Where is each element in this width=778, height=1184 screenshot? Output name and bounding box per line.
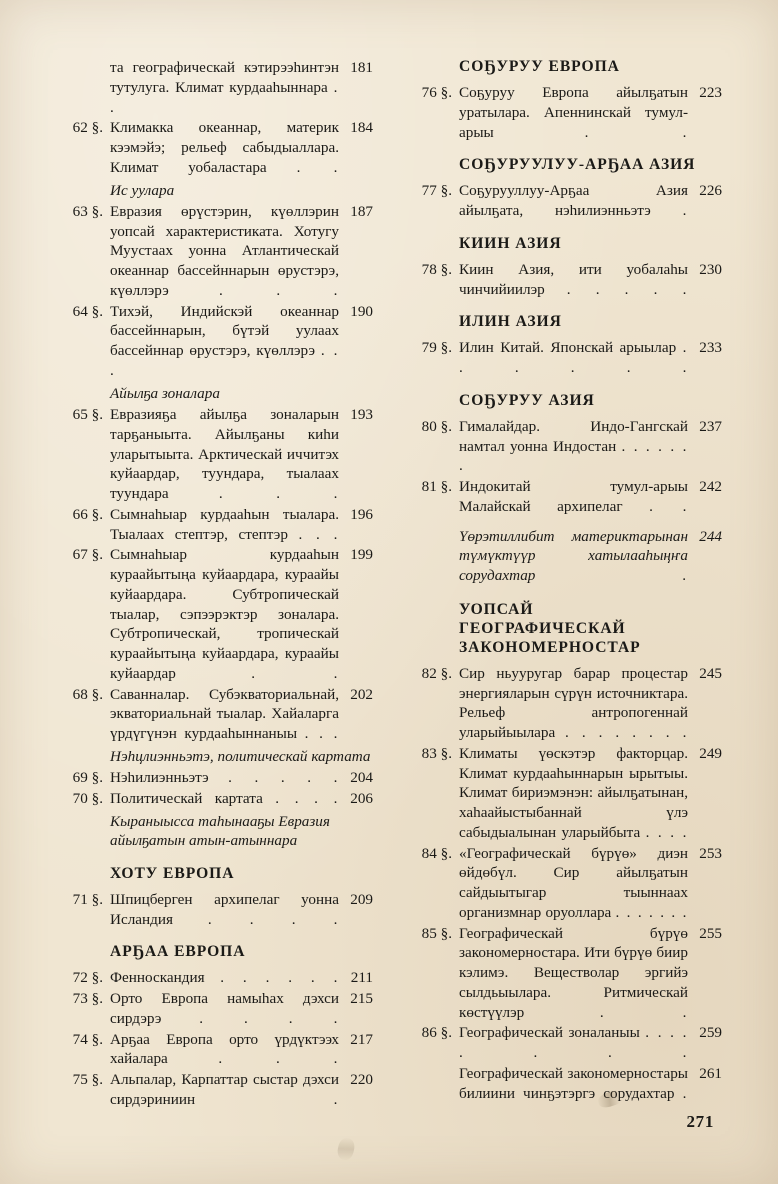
toc-entry-title [110, 789, 339, 809]
toc-entry-page: 237 [699, 417, 722, 435]
toc-entry-title [459, 844, 688, 923]
toc-entry[interactable] [62, 202, 373, 301]
toc-entry-title [459, 417, 688, 476]
toc-entry[interactable] [62, 545, 373, 683]
toc-entry-title-text: Географическай зоналаныы [459, 1024, 640, 1042]
toc-entry[interactable] [411, 924, 722, 1023]
toc-entry-number: 77 §. [421, 182, 452, 200]
toc-entry-page: 204 [350, 769, 373, 787]
toc-entry-title-text: Соҕуруу Европа айылҕатын уратылара. Апеннинскай тумул-арыы [459, 84, 688, 141]
toc-entry-title-text: Альпалар, Карпаттар сыстар дэхси сирдэриниин [110, 1071, 339, 1108]
toc-entry-number: 66 §. [72, 505, 103, 523]
toc-entry[interactable] [62, 989, 373, 1029]
toc-entry-title [110, 1030, 339, 1070]
toc-entry-title [110, 968, 339, 988]
toc-entry-number: 72 §. [72, 969, 103, 987]
toc-entry[interactable] [411, 744, 722, 843]
toc-entry-leader-dots: . . [649, 497, 688, 515]
toc-entry-leader-dots: . . [110, 78, 339, 116]
toc-entry-title [110, 1070, 339, 1110]
toc-entry-page: 211 [350, 969, 373, 987]
toc-entry-page: 193 [350, 406, 373, 424]
toc-entry-title-text: Нэhилиэнньэтэ [110, 769, 209, 787]
toc-entry[interactable] [411, 181, 722, 221]
toc-entry-number: 68 §. [72, 685, 103, 703]
toc-entry-leader-dots: . [682, 567, 688, 584]
toc-entry-leader-dots: . . . . [645, 823, 688, 841]
toc-entry[interactable] [62, 685, 373, 744]
toc-section-heading-line: ГЕОГРАФИЧЕСКАЙ [459, 619, 626, 637]
toc-entry-title [110, 505, 339, 545]
toc-entry-page: 206 [350, 790, 373, 808]
toc-entry-number: 69 §. [72, 769, 103, 787]
toc-subsection-heading: Кыраныысса таhынааҕы Евразия айылҕатын атын-атыннара [110, 812, 330, 850]
toc-entry-leader-dots: . . . . . [228, 769, 339, 787]
toc-entry-page: 255 [699, 924, 722, 942]
toc-entry-title-text: Индокитай тумул-арыы Малайскай архипелаг [459, 478, 688, 515]
toc-entry-title-text: Климакка океаннар, материк кээмэйэ; рельеф сабыдыаллара. Климат уобаластара [110, 119, 339, 176]
toc-entry-title-text: Илин Китай. Японскай арыылар [459, 339, 677, 357]
toc-entry-page: 223 [699, 84, 722, 101]
toc-entry[interactable] [411, 844, 722, 923]
toc-entry-leader-dots: . . . . . . [220, 969, 339, 987]
toc-entry-page: 199 [350, 546, 373, 564]
toc-entry-leader-dots: . . . [110, 342, 339, 379]
toc-entry-page: 196 [350, 505, 373, 523]
toc-entry[interactable] [411, 338, 722, 378]
toc-entry-number: 80 §. [421, 417, 452, 435]
toc-entry-title-text: Евразия өрүстэрин, күөллэрин уопсай характеристиката. Хотугу Муустаах уонна Атлантическай океаннар бассейннарын өрустэрэ, күөллэрэ [110, 202, 339, 299]
toc-column-left [62, 58, 373, 1111]
toc-section-heading [411, 600, 722, 657]
toc-entry-title-text: Шпицберген архипелаг уонна Исландия [110, 890, 339, 928]
toc-entry-page: 181 [350, 59, 373, 76]
toc-subsection-heading: Ис уулара [110, 181, 175, 199]
toc-entry-title-text: Тихэй, Индийскэй океаннар бассейннарын, бүтэй уулаах бассейннар өрустэрэ, күөллэрэ [110, 302, 339, 360]
toc-entry[interactable] [411, 417, 722, 476]
toc-entry-title-text: Климаты үөскэтэр факторцар. Климат курдааhыннарын ырытыы. Климат бириэмэнэн: айылҕатынан, хаhаайыстыбаннай үлэ сабыдыалынан уларыйбыта [459, 744, 688, 841]
toc-entry-leader-dots: . . . . . . [459, 339, 688, 376]
toc-entry-leader-dots: . . . . . . . [615, 903, 689, 921]
toc-section-heading: ХОТУ ЕВРОПА [110, 864, 235, 882]
toc-entry-leader-dots: . . . . . [566, 280, 688, 298]
toc-entry-page: 253 [699, 844, 722, 862]
toc-entry-number: 76 §. [421, 84, 452, 101]
toc-entry-leader-dots: . . . [304, 725, 339, 743]
toc-entry[interactable] [411, 83, 722, 142]
toc-entry-leader-dots: . . . [219, 281, 339, 299]
toc-entry-page: 190 [350, 302, 373, 320]
toc-entry-title [110, 118, 339, 177]
toc-entry-number: 62 §. [72, 119, 103, 137]
toc-entry-title [459, 181, 688, 221]
toc-section-heading-line: УОПСАЙ [459, 600, 534, 618]
toc-entry-title-text: «Географическай бүрүө» диэн өйдөбүл. Сир айылҕатын сайдыытыгар тыыннаах организмнар оруоллара [459, 844, 688, 921]
toc-subsection-heading: Нэhцлиэнньэтэ, политическай картата [110, 747, 371, 765]
toc-entry-title-text: Соҕурууллуу-Арҕаа Азия айылҕата, нэhилиэнньэтэ [459, 182, 688, 219]
toc-entry[interactable] [411, 1064, 722, 1104]
toc-entry-title [459, 83, 688, 142]
toc-entry[interactable] [411, 1023, 722, 1063]
toc-entry-title-text: Саванналар. Субэкваториальнай, экваториальнай тыалар. Хайаларга үрдүгүнэн курдааhыннаныы [110, 685, 339, 743]
toc-entry-title [459, 744, 688, 843]
toc-entry-leader-dots: . [333, 1090, 339, 1108]
toc-entry[interactable] [62, 405, 373, 504]
toc-entry-title-text: Сир ньууругар барар процестар энергияларын сүрүн источниктара. Рельеф антропогеннай уларыйыылара [459, 664, 688, 742]
toc-entry-page: 184 [350, 119, 373, 137]
toc-entry-page: 220 [350, 1071, 373, 1089]
toc-entry-number: 74 §. [72, 1030, 103, 1048]
toc-entry-title-text: Географическай бүрүө закономерностара. Ити бүрүө биир кэлимэ. Веществолар эргийэ сылдьыылара. Ритмическай көстүүлэр [459, 924, 688, 1021]
toc-entry[interactable] [62, 118, 373, 177]
toc-entry-number: 82 §. [421, 664, 452, 682]
toc-entry-number: 78 §. [421, 260, 452, 278]
toc-entry-page: 202 [350, 685, 373, 703]
toc-entry-number: 64 §. [72, 302, 103, 320]
toc-entry-title-text: Киин Азия, ити уобалаhы чинчийиилэр [459, 260, 688, 298]
toc-entry-title [459, 1023, 688, 1063]
toc-column-right [411, 58, 722, 1111]
page-number: 271 [686, 1112, 714, 1131]
toc-entry-leader-dots: . . . . [207, 910, 339, 928]
toc-entry-page: 187 [350, 202, 373, 220]
toc-entry-title-text: Арҕаа Европа орто үрдүктээх хайалара [110, 1030, 339, 1068]
toc-entry-page: 209 [350, 890, 373, 908]
toc-entry[interactable] [62, 968, 373, 988]
toc-subsection-heading: Айылҕа зоналара [110, 384, 220, 402]
ink-smudge-secondary [336, 1137, 356, 1162]
toc-entry[interactable] [62, 302, 373, 381]
toc-entry[interactable] [411, 260, 722, 300]
toc-entry-leader-dots: . [682, 202, 688, 219]
toc-entry-page: 261 [699, 1064, 722, 1082]
toc-section-heading: КИИН АЗИЯ [459, 234, 562, 252]
toc-entry-leader-dots: . . [296, 158, 339, 176]
toc-entry-leader-dots: . . . . . . . [459, 437, 688, 475]
toc-entry-leader-dots: . . . . [275, 790, 339, 808]
toc-entry[interactable] [62, 789, 373, 809]
toc-entry-leader-dots: . . [584, 123, 688, 141]
toc-entry-title [110, 405, 339, 504]
toc-entry-title [110, 302, 339, 381]
toc-entry-title-text: Евразияҕа айылҕа зоналарын тарҕаныыта. Айылҕаны киhи уларытыыта. Арктическай иччитэх куйаардар, туундара, тыалаах туундара [110, 406, 339, 503]
toc-columns [62, 58, 722, 1111]
toc-entry-title [110, 58, 339, 117]
toc-entry-title-text: Географическай закономерностары билиини чинҕэтэргэ сорудахтар [459, 1064, 688, 1102]
toc-entry-title-text: Гималайдар. Индо-Гангскай намтал уонна Индостан [459, 417, 688, 455]
toc-entry[interactable] [62, 890, 373, 930]
toc-entry-page: 217 [350, 1030, 373, 1048]
toc-entry-title [459, 477, 688, 517]
toc-entry-number: 84 §. [421, 844, 452, 862]
toc-entry-title-text: та географическай кэтирээhинтэн тутулуга. Климат курдааhыннара [110, 59, 339, 96]
toc-entry-number: 83 §. [421, 744, 452, 762]
toc-entry-page: 233 [699, 339, 722, 357]
toc-entry-title-text: Үөрэтиллибит материктарынан түмүктүүр хатылааhыңҥа сорудахтар [459, 527, 688, 584]
toc-entry-leader-dots: . . . [218, 1050, 339, 1068]
toc-entry-title [459, 924, 688, 1023]
toc-entry-page: 259 [699, 1024, 722, 1042]
toc-section-heading: ИЛИН АЗИЯ [459, 313, 562, 331]
toc-entry-title [459, 260, 688, 300]
toc-entry-title-text: Сымнаhыар курдааhын тыалара. Тыалаах стептэр, стептэр [110, 505, 339, 543]
toc-entry-number: 79 §. [421, 339, 452, 357]
toc-entry-title [110, 545, 339, 683]
toc-entry[interactable] [62, 768, 373, 788]
toc-entry[interactable] [411, 477, 722, 517]
toc-section-heading: АРҔАА ЕВРОПА [110, 943, 246, 961]
toc-entry-page: 226 [699, 182, 722, 200]
toc-entry-number: 63 §. [72, 202, 103, 220]
toc-entry-title-text: Фенноскандия [110, 969, 205, 987]
toc-entry-title [110, 890, 339, 930]
toc-entry-title-text: Орто Европа намыhах дэхси сирдэрэ [110, 990, 339, 1027]
toc-entry-leader-dots: . . . . . . . . [459, 1024, 688, 1062]
toc-entry-title [110, 685, 339, 744]
toc-entry-page: 245 [699, 664, 722, 682]
toc-section-heading-line: ЗАКОНОМЕРНОСТАР [459, 638, 641, 656]
toc-entry-title [459, 664, 688, 743]
toc-entry-number: 65 §. [72, 406, 103, 424]
toc-entry-page: 244 [699, 527, 722, 545]
toc-entry-page: 242 [699, 478, 722, 495]
toc-entry-title [110, 768, 339, 788]
toc-entry-page: 215 [350, 990, 373, 1008]
toc-entry-number: 71 §. [72, 890, 103, 908]
toc-entry[interactable] [62, 1070, 373, 1110]
toc-entry-title [110, 202, 339, 301]
toc-section-heading: СОҔУРУУЛУУ-АРҔАА АЗИЯ [459, 156, 696, 174]
toc-entry[interactable] [411, 527, 722, 586]
toc-entry-title-text: Сымнаhыар курдааhын кураайытыңа куйаардара, кураайы куйаардара. Субтропическай тыалар, сэпээрэктэр зоналара. Субтропическай, тропическай кураайытыңа куйаардара, кураайы куйаардар [110, 546, 339, 682]
toc-entry-number: 81 §. [421, 478, 452, 495]
toc-entry-title-text: Политическай картата [110, 790, 263, 808]
toc-entry-title [459, 1064, 688, 1104]
toc-entry-number: 67 §. [72, 546, 103, 564]
toc-entry-leader-dots: . . . [218, 485, 340, 503]
toc-section-heading: СОҔУРУУ АЗИЯ [459, 391, 595, 409]
toc-entry-page: 230 [699, 260, 722, 278]
toc-entry-leader-dots: . . [251, 664, 339, 682]
toc-entry[interactable] [62, 505, 373, 545]
toc-entry[interactable] [62, 58, 373, 117]
toc-entry-title [110, 989, 339, 1029]
toc-entry-leader-dots: . . . . [199, 1009, 339, 1027]
toc-section-heading: СОҔУРУУ ЕВРОПА [459, 58, 620, 75]
toc-entry-title [459, 338, 688, 378]
toc-entry-number: 75 §. [72, 1071, 103, 1089]
toc-entry-leader-dots: . [682, 1084, 688, 1102]
toc-entry-number: 73 §. [72, 990, 103, 1008]
toc-entry-number: 85 §. [421, 924, 452, 942]
toc-entry-leader-dots: . . . [298, 525, 339, 543]
toc-entry-number: 86 §. [421, 1024, 452, 1042]
toc-entry-page: 249 [699, 744, 722, 762]
toc-entry-title [459, 527, 688, 586]
toc-entry[interactable] [411, 664, 722, 743]
toc-entry-leader-dots: . . [599, 1003, 688, 1021]
toc-entry[interactable] [62, 1030, 373, 1070]
toc-entry-leader-dots: . . . . . . . . [565, 724, 688, 742]
toc-entry-number: 70 §. [72, 790, 103, 808]
